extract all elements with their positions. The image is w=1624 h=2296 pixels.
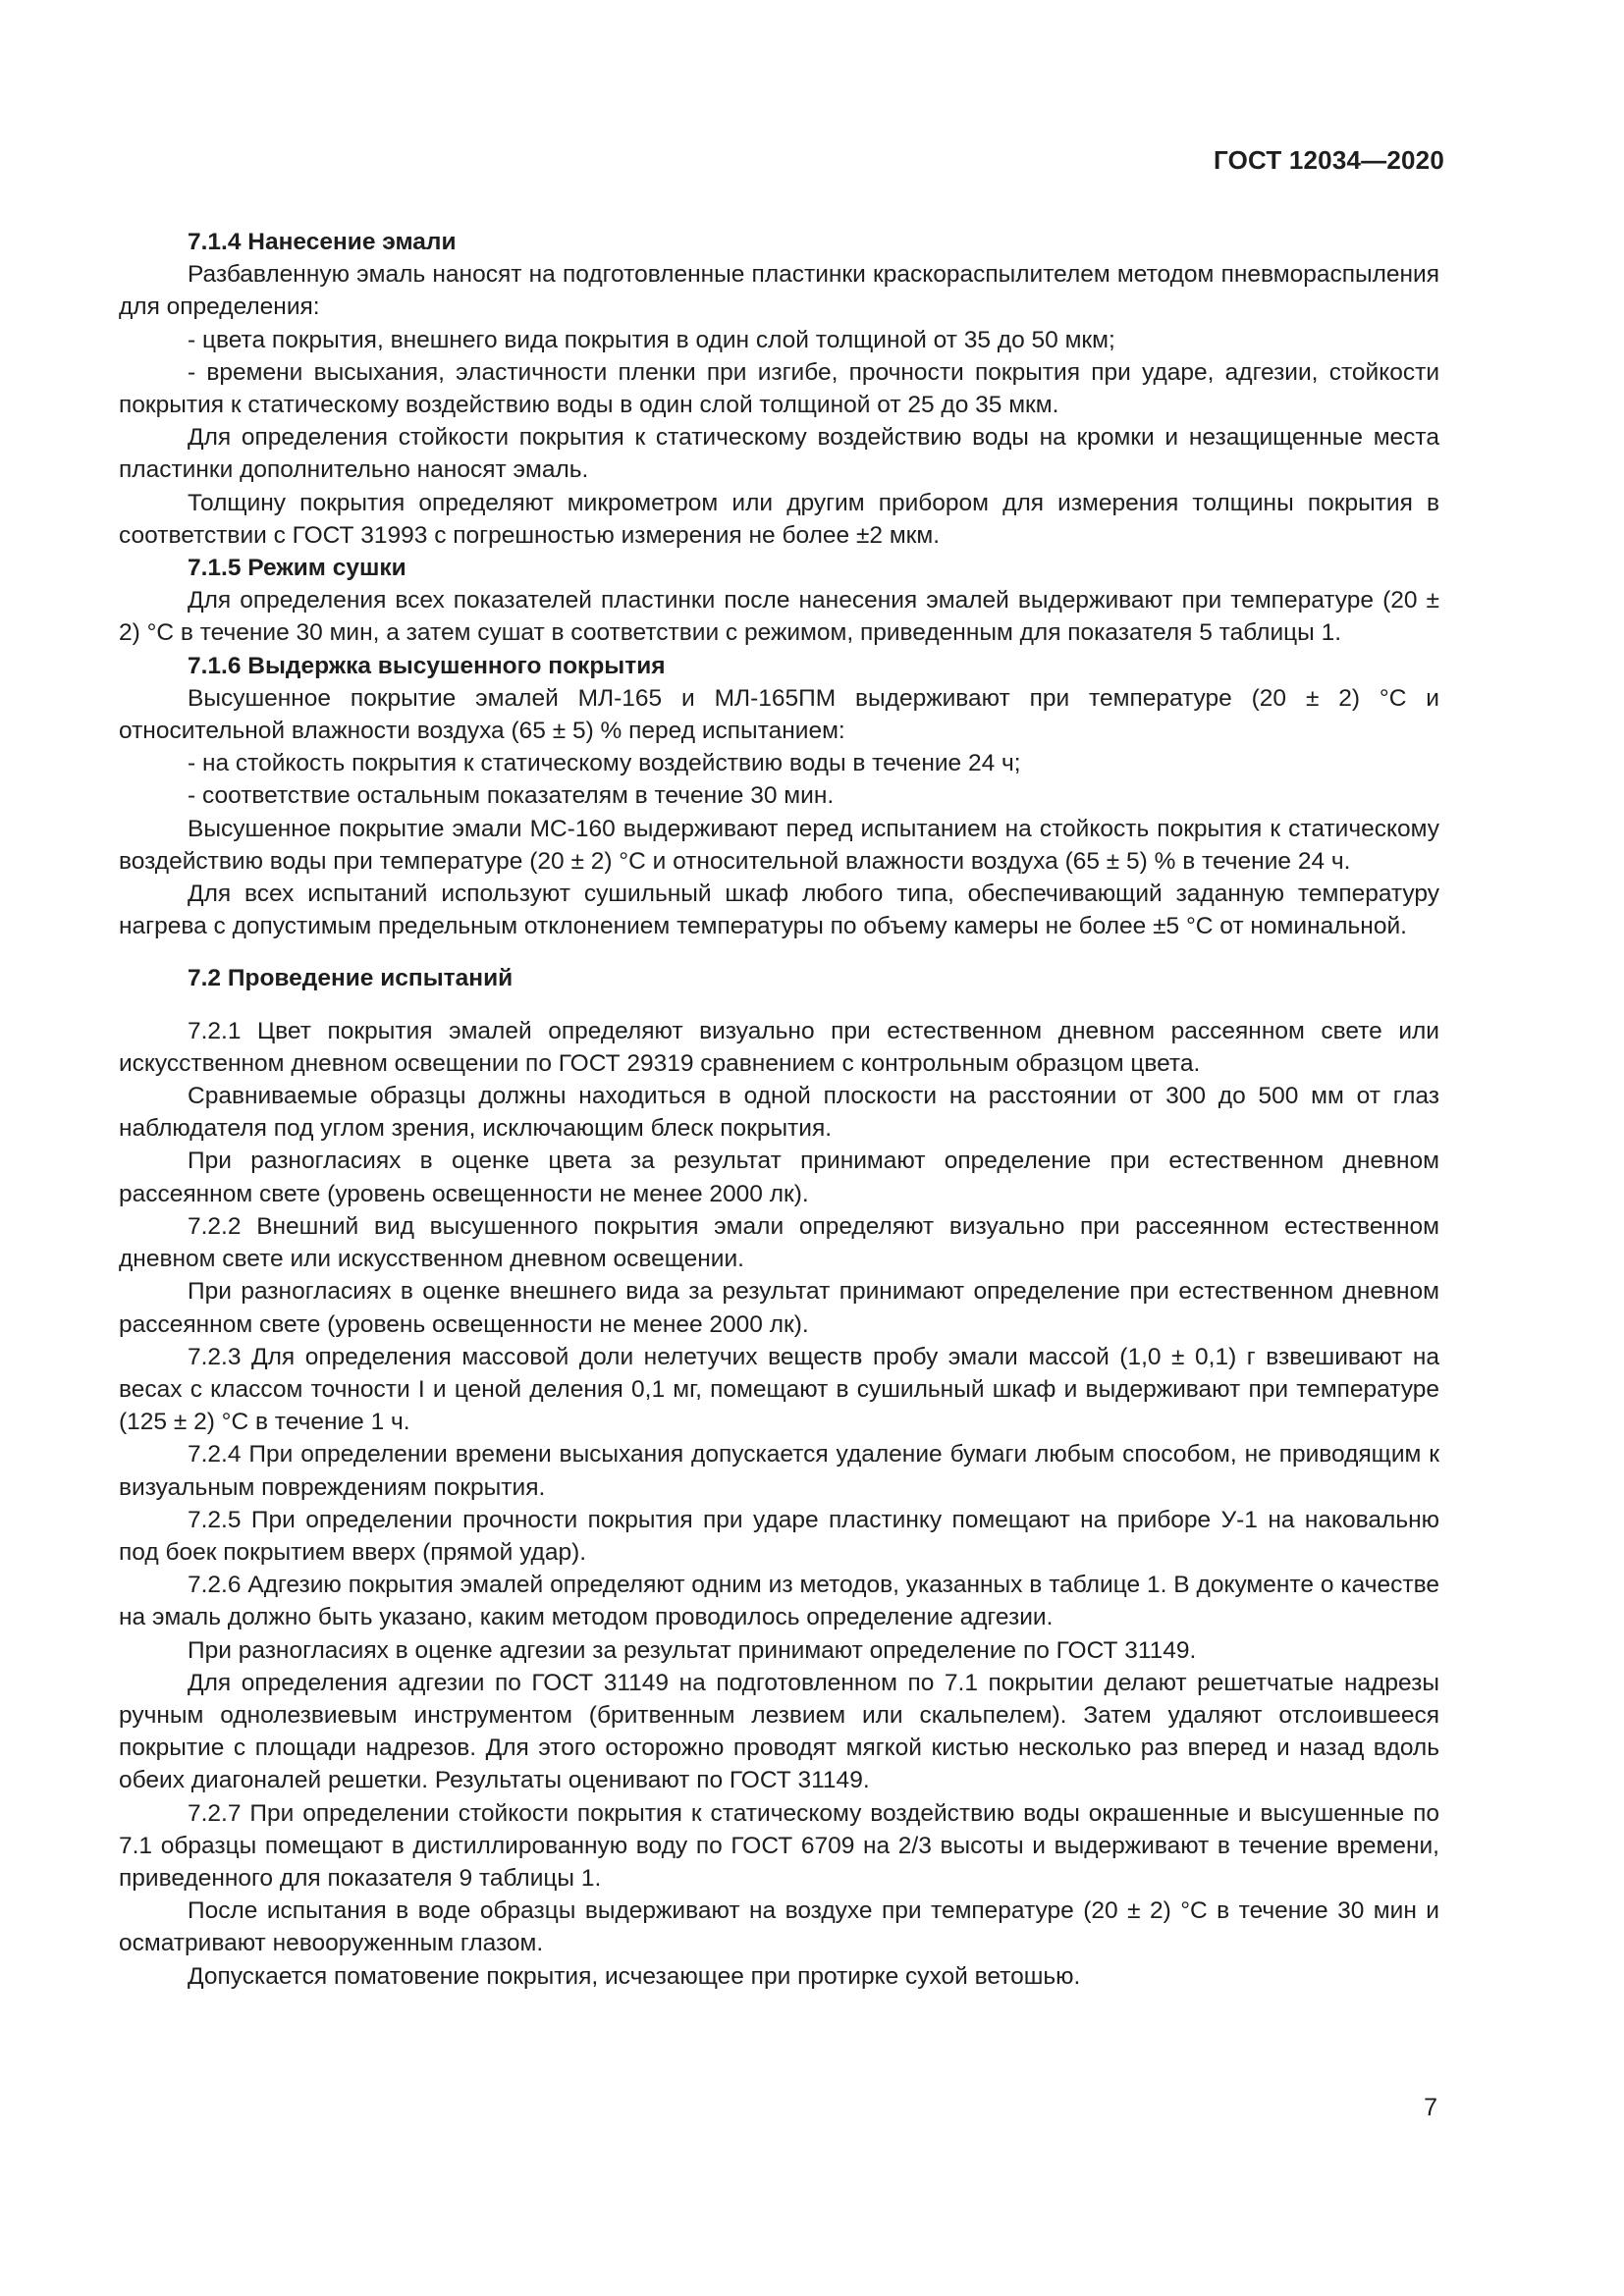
paragraph: После испытания в воде образцы выдерживают на воздухе при температуре (20 ± 2) °С в течение 30 мин и осматривают невооруженным глазом. [119,1897,1439,1957]
paragraph: Разбавленную эмаль наносят на подготовленные пластинки краскораспылителем методом пневмораспыления для определения: [119,261,1439,321]
page-number: 7 [1424,2094,1437,2121]
paragraph: 7.2.5 При определении прочности покрытия при ударе пластинку помещают на приборе У-1 на наковальню под боек покрытием вверх (прямой удар). [119,1506,1439,1566]
section-heading-7-1-6: 7.1.6 Выдержка высушенного покрытия [188,652,666,679]
paragraph: 7.2.6 Адгезию покрытия эмалей определяют одним из методов, указанных в таблице 1. В документе о качестве на эмаль должно быть указано, каким методом проводилось определение адгезии. [119,1572,1439,1631]
paragraph: 7.2.1 Цвет покрытия эмалей определяют визуально при естественном дневном рассеянном свете или искусственном дневном освещении по ГОСТ 29319 сравнением с контрольным образцом цвета. [119,1017,1439,1077]
paragraph: Толщину покрытия определяют микрометром или другим прибором для измерения толщины покрытия в соответствии с ГОСТ 31993 с погрешностью измерения не более ±2 мкм. [119,489,1439,549]
paragraph: При разногласиях в оценке адгезии за результат принимают определение по ГОСТ 31149. [188,1636,1197,1664]
paragraph: При разногласиях в оценке внешнего вида за результат принимают определение при естественном дневном рассеянном свете (уровень освещенности не менее 2000 лк). [119,1278,1439,1338]
list-item: - на стойкость покрытия к статическому воздействию воды в течение 24 ч; [188,750,1021,777]
list-item: - времени высыхания, эластичности пленки при изгибе, прочности покрытия при ударе, адгезии, стойкости покрытия к статическому воздействию воды в один слой толщиной от 25 до 35 мкм. [119,358,1439,419]
paragraph: При разногласиях в оценке цвета за результат принимают определение при естественном дневном рассеянном свете (уровень освещенности не менее 2000 лк). [119,1148,1439,1207]
section-heading-7-2: 7.2 Проведение испытаний [188,965,514,992]
paragraph: 7.2.7 При определении стойкости покрытия к статическому воздействию воды окрашенные и высушенные по 7.1 образцы помещают в дистиллированную воду по ГОСТ 6709 на 2/3 высоты и выдерживают в течение времени, приведенного для показателя 9 таблицы 1. [119,1799,1439,1892]
paragraph: 7.2.4 При определении времени высыхания допускается удаление бумаги любым способом, не приводящим к визуальным повреждениям покрытия. [119,1441,1439,1501]
paragraph: Высушенное покрытие эмали МС-160 выдерживают перед испытанием на стойкость покрытия к статическому воздействию воды при температуре (20 ± 2) °С и относительной влажности воздуха (65 ± 5) % в течение 24 ч. [119,815,1439,875]
paragraph: Для определения адгезии по ГОСТ 31149 на подготовленном по 7.1 покрытии делают решетчатые надрезы ручным однолезвиевым инструментом (бритвенным лезвием или скальпелем). Затем удаляют отслоившееся покрытие с площади надрезов. Для этого осторожно проводят мягкой кистью несколько раз вперед и назад вдоль обеих диагоналей решетки. Результаты оценивают по ГОСТ 31149. [119,1669,1439,1794]
list-item: - соответствие остальным показателям в течение 30 мин. [188,782,835,810]
paragraph: Высушенное покрытие эмалей МЛ-165 и МЛ-165ПМ выдерживают при температуре (20 ± 2) °С и относительной влажности воздуха (65 ± 5) % перед испытанием: [119,684,1439,745]
paragraph: Для определения стойкости покрытия к статическому воздействию воды на кромки и незащищенные места пластинки дополнительно наносят эмаль. [119,424,1439,484]
paragraph: Для всех испытаний используют сушильный шкаф любого типа, обеспечивающий заданную температуру нагрева с допустимым предельным отклонением температуры по объему камеры не более ±5 °С от номинальной. [119,881,1439,940]
paragraph: 7.2.3 Для определения массовой доли нелетучих веществ пробу эмали массой (1,0 ± 0,1) г взвешивают на весах с классом точности I и ценой деления 0,1 мг, помещают в сушильный шкаф и выдерживают при температуре (125 ± 2) °С в течение 1 ч. [119,1343,1439,1436]
document-body [119,226,1439,1993]
standard-designation: ГОСТ 12034—2020 [1214,145,1444,175]
paragraph: Допускается поматовение покрытия, исчезающее при протирке сухой ветошью. [188,1962,1081,1990]
list-item: - цвета покрытия, внешнего вида покрытия в один слой толщиной от 35 до 50 мкм; [188,326,1115,353]
section-heading-7-1-5: 7.1.5 Режим сушки [188,555,406,582]
paragraph: 7.2.2 Внешний вид высушенного покрытия эмали определяют визуально при рассеянном естественном дневном свете или искусственном дневном освещении. [119,1212,1439,1273]
section-heading-7-1-4: 7.1.4 Нанесение эмали [188,229,457,255]
paragraph: Для определения всех показателей пластинки после нанесения эмалей выдерживают при температуре (20 ± 2) °С в течение 30 мин, а затем сушат в соответствии с режимом, приведенным для показателя 5 таблицы 1. [119,587,1439,647]
paragraph: Сравниваемые образцы должны находиться в одной плоскости на расстоянии от 300 до 500 мм от глаз наблюдателя под углом зрения, исключающим блеск покрытия. [119,1083,1439,1143]
